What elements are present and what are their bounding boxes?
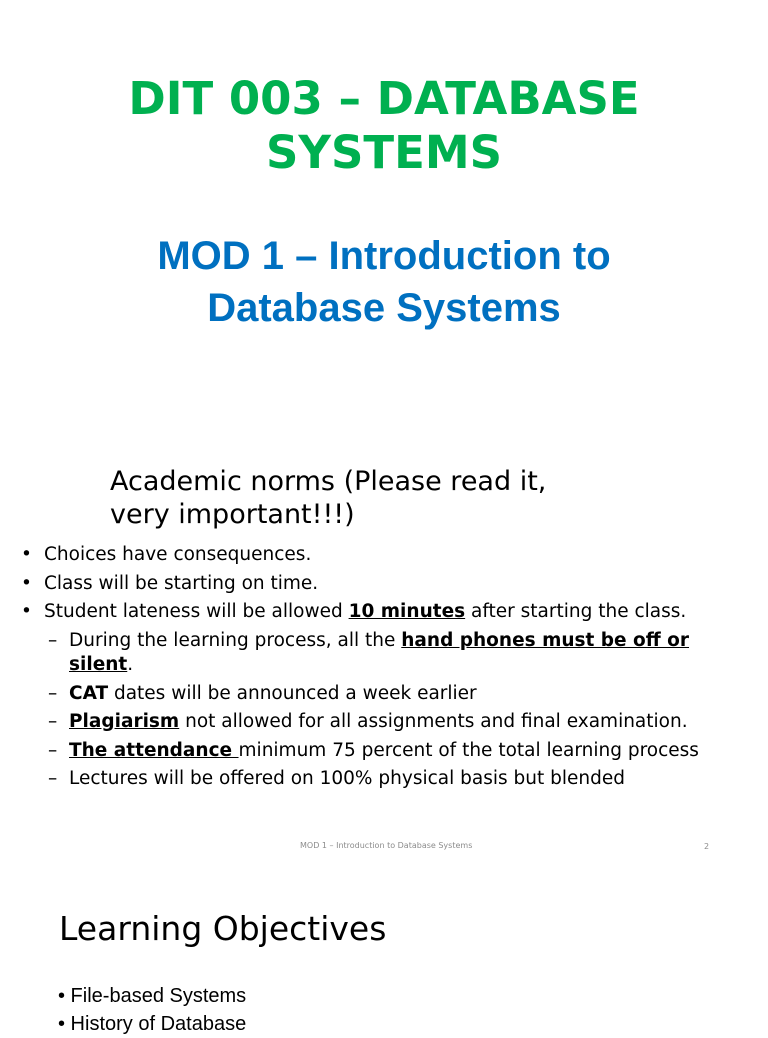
objective-item: • File-based Systems	[58, 985, 247, 1007]
norm-subitem-attendance	[0, 739, 720, 764]
module-title-line2: Database Systems	[207, 286, 561, 330]
norm-text: Choices have consequences.	[44, 544, 312, 565]
norm-emphasis: Plagiarism	[69, 711, 180, 732]
objectives-heading: Learning Objectives	[59, 909, 387, 948]
dash-icon: –	[48, 629, 58, 651]
bullet-icon: •	[21, 544, 32, 565]
dash-icon: –	[48, 711, 58, 732]
norm-subitem-plagiarism	[0, 710, 720, 735]
dash-icon: –	[48, 739, 58, 761]
norms-heading	[110, 465, 670, 531]
course-title	[0, 72, 768, 180]
norm-item-consequences	[0, 543, 720, 568]
norm-text: not allowed for all assignments and final examination.	[179, 711, 688, 732]
norm-text: During the learning process, all the	[69, 629, 402, 651]
norm-subitem-lectures	[0, 767, 720, 792]
norms-heading-line2: very important!!!)	[110, 499, 355, 530]
norm-emphasis: The attendance	[69, 739, 239, 761]
norm-text: Lectures will be offered on 100% physical basis but blended	[69, 768, 625, 789]
objective-item: • History of Database	[58, 1013, 247, 1035]
slide-footer: MOD 1 – Introduction to Database Systems	[300, 841, 473, 850]
bullet-icon: •	[21, 601, 32, 622]
norm-text: minimum 75 percent of the total learning process	[238, 739, 699, 761]
norms-heading-line1: Academic norms (Please read it,	[110, 466, 547, 497]
norm-emphasis: CAT	[69, 682, 109, 704]
norm-text: .	[127, 654, 134, 675]
norm-text: dates will be announced a week earlier	[108, 682, 477, 704]
norm-item-lateness	[0, 600, 720, 625]
objectives-list	[58, 982, 246, 1038]
norm-emphasis: hand phones must be off or silent	[69, 629, 690, 675]
bullet-icon: •	[21, 572, 32, 594]
norm-text: Class will be starting on time.	[44, 572, 319, 594]
module-title	[0, 230, 768, 334]
course-title-line1: DIT 003 – DATABASE	[128, 72, 640, 125]
norm-item-start-time	[0, 572, 720, 597]
dash-icon: –	[48, 682, 58, 704]
slide-number: 2	[704, 842, 710, 851]
norm-text: Student lateness will be allowed	[44, 601, 349, 622]
norm-text: after starting the class.	[465, 601, 687, 622]
course-title-line2: SYSTEMS	[265, 126, 503, 179]
dash-icon: –	[48, 768, 58, 789]
norm-subitem-cat	[0, 682, 720, 707]
norm-subitem-phones	[0, 629, 720, 678]
norms-list	[0, 543, 720, 796]
norm-emphasis: 10 minutes	[348, 601, 466, 622]
module-title-line1: MOD 1 – Introduction to	[157, 234, 611, 278]
